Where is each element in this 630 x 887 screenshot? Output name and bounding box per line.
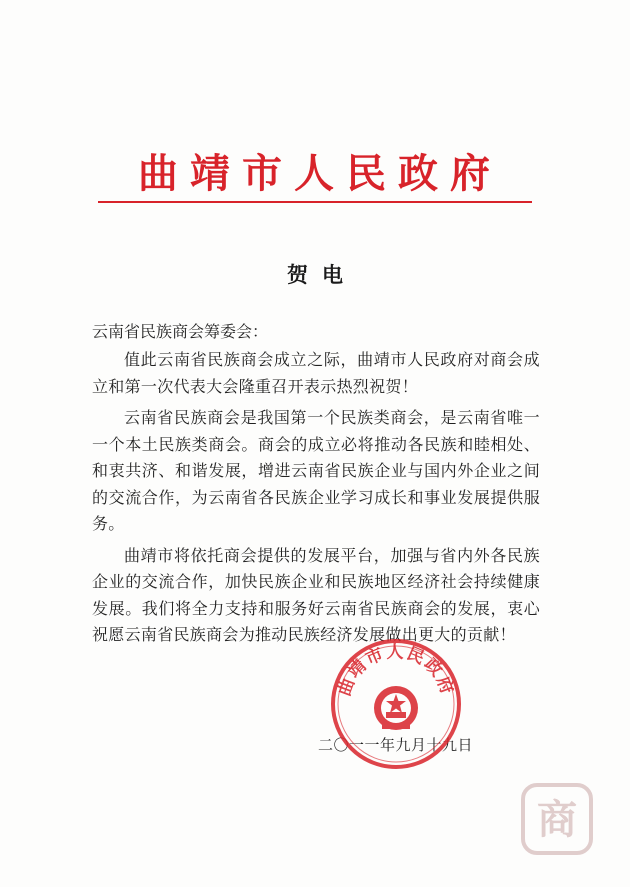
signature-date: 二〇一一年九月十九日 bbox=[318, 736, 474, 754]
watermark-glyph: 商 bbox=[537, 797, 577, 843]
salutation: 云南省民族商会筹委会： bbox=[92, 322, 269, 341]
site-watermark-logo bbox=[519, 781, 595, 857]
body-paragraph-1: 值此云南省民族商会成立之际，曲靖市人民政府对商会成立和第一次代表大会隆重召开表示热烈祝贺！ bbox=[92, 350, 540, 396]
body-paragraph-3: 曲靖市将依托商会提供的发展平台，加强与省内外各民族企业的交流合作，加快民族企业和民族地区经济社会持续健康发展。我们将全力支持和服务好云南省民族商会的发展，衷心祝愿云南省民族商会为推动民族经济发展做出更大的贡献！ bbox=[92, 545, 540, 644]
document-body bbox=[92, 347, 540, 654]
letterhead-title: 曲靖市人民政府 bbox=[138, 150, 502, 197]
seal-text: 曲靖市人民政府 bbox=[334, 642, 458, 699]
official-seal-stamp bbox=[328, 636, 464, 772]
header-red-rule bbox=[98, 201, 532, 203]
body-paragraph-2: 云南省民族商会是我国第一个民族类商会，是云南省唯一一个本土民族类商会。商会的成立必将推动各民族和睦相处、和衷共济、和谐发展，增进云南省民族企业与国内外企业之间的交流合作，为云南省各民族企业学习成长和事业发展提供服务。 bbox=[92, 408, 540, 533]
document-heading: 贺电 bbox=[287, 263, 357, 287]
national-emblem-icon bbox=[374, 686, 418, 730]
